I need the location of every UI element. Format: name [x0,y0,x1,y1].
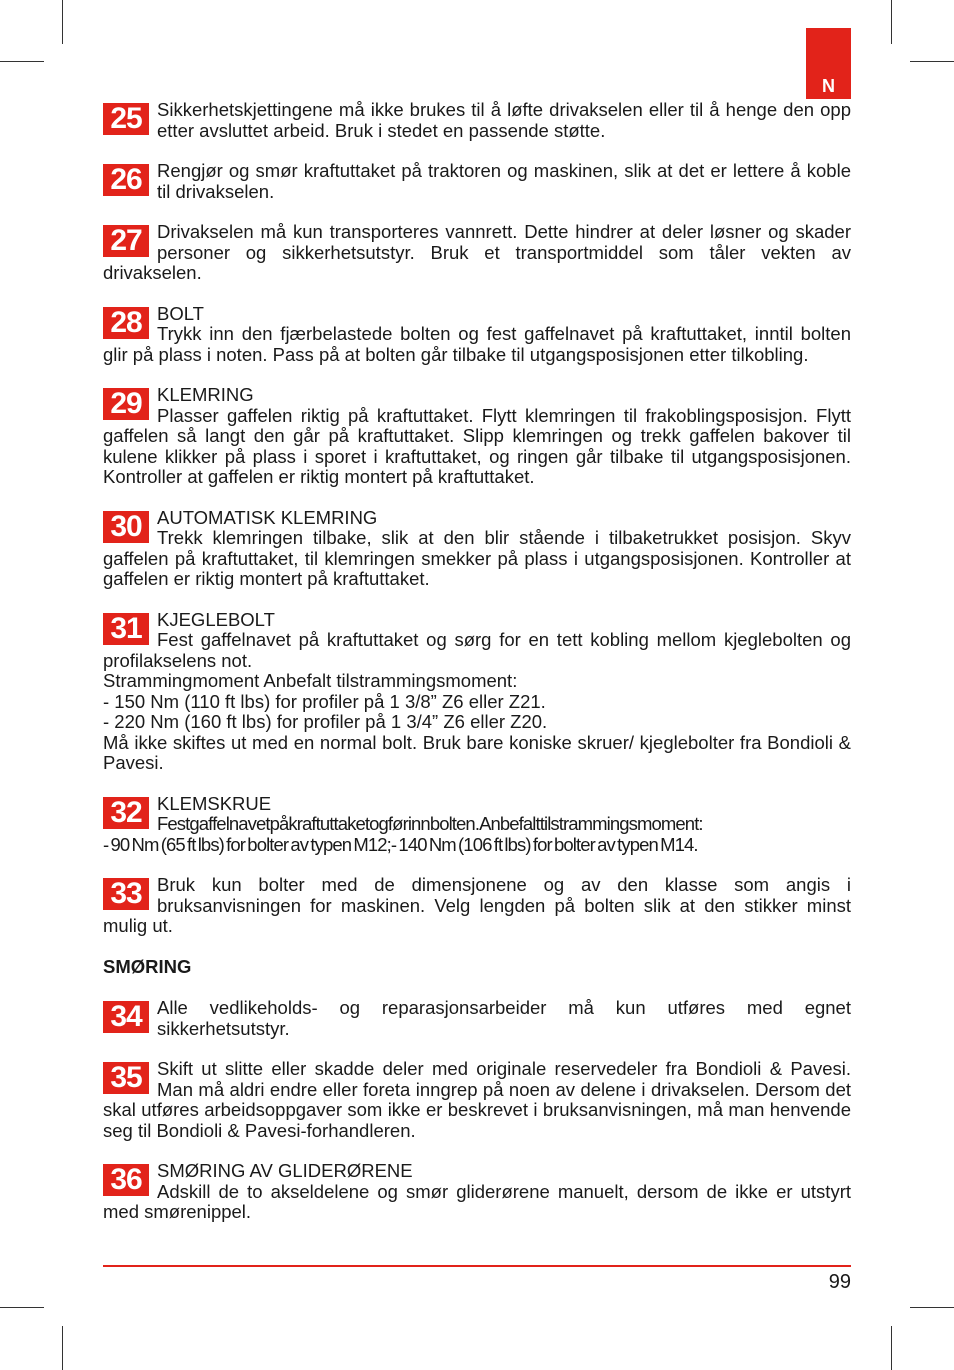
item-number-badge: 36 [103,1164,149,1196]
item-number-badge: 33 [103,878,149,910]
numbered-item [103,161,851,202]
numbered-item [103,1059,851,1141]
item-text-line: Må ikke skiftes ut med en normal bolt. Bruk bare koniske skruer/ kjeglebolter fra Bondioli & Pavesi. [103,731,851,773]
item-text-line: Skift ut slitte eller skadde deler med originale reservedeler fra Bondioli & Pavesi. Man må aldri endre eller foreta inngrep på noen av delene i drivakselen. Dersom det skal utføres arbeidsoppgaver som ikke er beskrevet i bruksanvisningen, må man henvende seg til Bondioli & Pavesi-forhandleren. [103,1058,851,1141]
item-text-line: Bruk kun bolter med de dimensjonene og av den klasse som angis i bruksanvisningen for maskinen. Velg lengden på bolten slik at den stikker minst mulig ut. [103,874,851,936]
crop-mark [891,1326,892,1370]
crop-mark [0,61,44,62]
crop-mark [910,61,954,62]
crop-mark [910,1307,954,1308]
item-text-line: Adskill de to akseldelene og smør gliderørene manuelt, dersom de ikke er utstyrt med smørenippel. [103,1180,851,1222]
item-number-badge: 32 [103,797,149,829]
crop-mark [891,0,892,44]
crop-mark [0,1307,44,1308]
item-text-line: AUTOMATISK KLEMRING [157,506,378,528]
language-tab: N [806,28,851,99]
page-number: 99 [828,1271,851,1293]
item-text-line: - 90 Nm (65 ft lbs) for bolter av typen M12;- 140 Nm (106 ft lbs) for bolter av typen M14. [103,833,698,855]
item-text-line: KLEMSKRUE [157,792,272,814]
item-text-line: - 220 Nm (160 ft lbs) for profiler på 1 3/4” Z6 eller Z20. [103,711,548,732]
crop-mark [62,1326,63,1370]
item-number-badge: 35 [103,1062,149,1094]
numbered-item [103,875,851,937]
item-number-badge: 28 [103,307,149,339]
footer-rule [103,1265,851,1267]
item-text-line: Rengjør og smør kraftuttaket på traktoren og maskinen, slik at det er lettere å koble til drivakselen. [157,160,851,202]
item-text-line: SMØRING AV GLIDERØRENE [157,1160,413,1181]
numbered-item [103,794,851,856]
item-text-line: Fest gaffelnavet på kraftuttaket og sørg for en tett kobling mellom kjeglebolten og profilakselens not. [103,629,851,671]
numbered-item [103,100,851,141]
item-list [103,100,851,937]
numbered-item [103,1161,851,1223]
crop-mark [62,0,63,44]
item-text-line: KJEGLEBOLT [157,608,275,630]
item-text-line: BOLT [157,302,204,324]
numbered-item [103,998,851,1039]
numbered-item [103,610,851,774]
numbered-item [103,222,851,284]
item-text-line: Sikkerhetskjettingene må ikke brukes til å løfte drivakselen eller til å henge den opp etter avsluttet arbeid. Bruk i stedet en passende støtte. [157,99,851,141]
item-text-line: Trekk klemringen tilbake, slik at den blir stående i tilbaketrukket posisjon. Skyv gaffelen på kraftuttaket, til klemringen smekker på plass i utgangsposisjonen. Kontroller at gaffelen er riktig montert på kraftuttaket. [103,527,851,589]
item-text-line: Plasser gaffelen riktig på kraftuttaket. Flytt klemringen til frakoblingsposisjon. Flytt gaffelen så langt den går på kraftuttaket. Slipp klemringen og trekk gaffelen bakover til kulene klikker på plass i sporet i kraftuttaket, og ringen går tilbake til utgangsposisjonen. Kontroller at gaffelen er riktig montert på kraftuttaket. [103,404,851,487]
numbered-item [103,385,851,488]
item-number-badge: 30 [103,511,149,543]
item-list-2 [103,998,851,1223]
item-text-line: Alle vedlikeholds- og reparasjonsarbeider må kun utføres med egnet sikkerhetsutstyr. [157,997,851,1039]
numbered-item [103,508,851,590]
item-text-line: Drivakselen må kun transporteres vannrett. Dette hindrer at deler løsner og skader personer og sikkerhetsutstyr. Bruk et transportmiddel som tåler vekten av drivakselen. [103,221,851,283]
item-number-badge: 25 [103,103,149,135]
item-text-line: Festgaffelnavetpåkraftuttaketogførinnbolten.Anbefalttilstrammingsmoment: [157,813,703,834]
item-text-line: Strammingmoment Anbefalt tilstrammingsmoment: [103,670,518,691]
numbered-item [103,304,851,366]
item-number-badge: 26 [103,164,149,196]
section-title: SMØRING [103,955,192,977]
item-number-badge: 29 [103,388,149,420]
item-text-line: KLEMRING [157,384,254,405]
item-number-badge: 27 [103,225,149,257]
item-number-badge: 34 [103,1001,149,1033]
page-content [103,100,851,1243]
item-number-badge: 31 [103,613,149,645]
item-text-line: Trykk inn den fjærbelastede bolten og fest gaffelnavet på kraftuttaket, inntil bolten glir på plass i noten. Pass på at bolten går tilbake til utgangsposisjonen etter tilkobling. [103,323,851,365]
item-text-line: - 150 Nm (110 ft lbs) for profiler på 1 3/8” Z6 eller Z21. [103,690,546,712]
